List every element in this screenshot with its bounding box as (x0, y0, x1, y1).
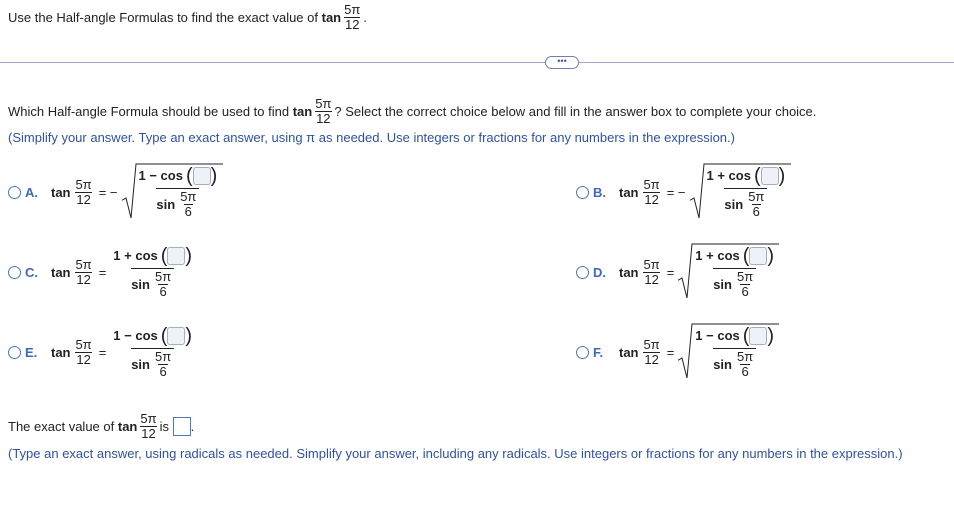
prompt-func: tan (292, 103, 313, 119)
option-f-rparen: ) (767, 324, 775, 347)
divider (0, 62, 954, 63)
option-e-bot-angle (154, 350, 172, 378)
option-e-bot-func: sin (131, 356, 150, 372)
question-func: tan (321, 9, 342, 25)
option-c-lparen: ( (160, 244, 168, 267)
option-b-bot-den: 6 (752, 203, 760, 219)
prompt-angle-den: 12 (316, 110, 331, 126)
answer-angle-num: 5π (140, 410, 157, 426)
option-c-denominator (131, 268, 174, 298)
question-text (8, 0, 367, 34)
answer-line (8, 408, 194, 444)
option-d-rhs (678, 246, 777, 298)
option-c[interactable] (8, 238, 195, 306)
option-e-lhs (51, 338, 110, 366)
option-c-lhs-num: 5π (75, 256, 92, 272)
option-a-bot-den: 6 (184, 203, 192, 219)
option-f-rhs (678, 326, 777, 378)
question-angle (343, 3, 361, 31)
option-f-bot-num: 5π (736, 348, 754, 364)
option-d-radio[interactable] (576, 266, 589, 279)
option-d-bot-num: 5π (736, 268, 754, 284)
option-f-top-text: 1 − cos (695, 328, 740, 344)
option-b-lparen: ( (753, 164, 761, 187)
option-c-bot-func: sin (131, 276, 150, 292)
option-a-lparen: ( (185, 164, 193, 187)
option-c-letter: C. (25, 264, 38, 280)
option-d-lhs-angle (643, 258, 661, 286)
option-e[interactable] (8, 318, 195, 386)
prompt-label: Which Half-angle Formula should be used to find (8, 103, 290, 119)
option-d-func: tan (619, 264, 639, 280)
option-f-radical-icon (678, 322, 779, 380)
option-e-sign: = (98, 344, 107, 360)
option-e-fraction (110, 326, 195, 378)
option-a-lhs-num: 5π (75, 176, 92, 192)
option-f-bot-den: 6 (741, 363, 749, 379)
option-f-lhs-angle (643, 338, 661, 366)
option-b-lhs-den: 12 (644, 191, 659, 207)
option-c-top-text: 1 + cos (113, 248, 158, 264)
prompt-rest: ? Select the correct choice below and fill in the answer box to complete your choice. (334, 103, 817, 119)
option-b-sign: = − (666, 184, 686, 200)
option-c-sign: = (98, 264, 107, 280)
option-b-radical-icon (690, 162, 791, 220)
question-angle-num: 5π (344, 1, 361, 17)
option-e-rhs (110, 326, 195, 378)
option-d-top-text: 1 + cos (695, 248, 740, 264)
option-d-bot-func: sin (713, 276, 732, 292)
option-d-lparen: ( (742, 244, 750, 267)
option-a-lhs-den: 12 (76, 191, 91, 207)
option-d-bot-den: 6 (741, 283, 749, 299)
option-c-lhs-den: 12 (76, 271, 91, 287)
option-b-rhs (690, 166, 789, 218)
hint-radicals: (Type an exact answer, using radicals as needed. Simplify your answer, including any radicals. Use integers or fractions for any numbers in the expression.) (8, 446, 903, 461)
hint-simplify: (Simplify your answer. Type an exact answer, using π as needed. Use integers or fractions for any numbers in the expression.) (8, 130, 735, 145)
option-a[interactable] (8, 158, 220, 226)
option-a-lhs (51, 178, 122, 206)
question-end: . (363, 9, 367, 25)
option-d-letter: D. (593, 264, 606, 280)
answer-angle (139, 412, 157, 440)
option-e-numerator (110, 326, 195, 348)
option-b-top-text: 1 + cos (706, 168, 751, 184)
option-c-bot-num: 5π (154, 268, 172, 284)
option-e-func: tan (51, 344, 71, 360)
option-d-lhs-den: 12 (644, 271, 659, 287)
option-f[interactable] (576, 318, 777, 386)
option-d[interactable] (576, 238, 777, 306)
option-f-lparen: ( (742, 324, 750, 347)
option-a-lhs-angle (75, 178, 93, 206)
option-a-radio[interactable] (8, 186, 21, 199)
answer-func: tan (117, 418, 138, 434)
option-a-radical-icon (122, 162, 223, 220)
option-e-input[interactable] (167, 327, 185, 345)
option-d-sign: = (666, 264, 675, 280)
option-b-lhs (619, 178, 690, 206)
option-c-rparen: ) (185, 244, 193, 267)
option-a-letter: A. (25, 184, 38, 200)
option-f-letter: F. (593, 344, 604, 360)
option-d-lhs-num: 5π (643, 256, 660, 272)
option-b-bot-num: 5π (748, 188, 765, 204)
option-c-rhs (110, 246, 195, 298)
option-b-rparen: ) (778, 164, 786, 187)
option-c-input[interactable] (167, 247, 185, 265)
option-f-bot-func: sin (713, 356, 732, 372)
option-a-bot-func: sin (156, 196, 176, 212)
option-c-radio[interactable] (8, 266, 21, 279)
option-a-sign: = − (98, 184, 118, 200)
option-b-func: tan (619, 184, 639, 200)
option-a-rparen: ) (210, 164, 218, 187)
question-angle-den: 12 (344, 16, 360, 32)
option-b-letter: B. (593, 184, 606, 200)
option-a-rhs (122, 166, 221, 218)
option-c-fraction (110, 246, 195, 298)
option-e-lhs-num: 5π (75, 336, 92, 352)
option-a-top-text: 1 − cos (138, 168, 183, 184)
option-f-func: tan (619, 344, 639, 360)
option-a-func: tan (51, 184, 71, 200)
option-e-denominator (131, 348, 174, 378)
option-e-bot-num: 5π (154, 348, 172, 364)
option-f-lhs (619, 338, 678, 366)
option-a-bot-num: 5π (180, 188, 197, 204)
option-c-bot-angle (154, 270, 172, 298)
option-b-radio[interactable] (576, 186, 589, 199)
option-c-numerator (110, 246, 195, 268)
option-e-rparen: ) (185, 324, 193, 347)
option-f-sign: = (666, 344, 675, 360)
option-e-bot-den: 6 (159, 363, 167, 379)
option-d-lhs (619, 258, 678, 286)
option-f-radio[interactable] (576, 346, 589, 359)
answer-input[interactable] (173, 417, 191, 436)
option-d-radical-icon (678, 242, 779, 300)
option-b-lhs-num: 5π (643, 176, 660, 192)
option-c-func: tan (51, 264, 71, 280)
option-b[interactable] (576, 158, 788, 226)
answer-label: The exact value of (8, 418, 115, 434)
option-e-lhs-angle (75, 338, 93, 366)
option-c-bot-den: 6 (159, 283, 167, 299)
option-e-radio[interactable] (8, 346, 21, 359)
option-e-letter: E. (25, 344, 38, 360)
option-f-lhs-num: 5π (643, 336, 660, 352)
option-c-lhs-angle (75, 258, 93, 286)
prompt-text (8, 92, 816, 130)
option-c-lhs (51, 258, 110, 286)
answer-angle-den: 12 (141, 425, 156, 441)
option-e-top-text: 1 − cos (113, 328, 158, 344)
prompt-angle-num: 5π (315, 95, 332, 111)
answer-is: is (159, 418, 169, 434)
option-d-rparen: ) (767, 244, 775, 267)
option-b-bot-func: sin (724, 196, 744, 212)
option-f-lhs-den: 12 (644, 351, 659, 367)
option-e-lhs-den: 12 (76, 351, 91, 367)
more-button[interactable]: ••• (545, 56, 579, 69)
question-label: Use the Half-angle Formulas to find the exact value of (8, 9, 318, 25)
option-b-lhs-angle (643, 178, 661, 206)
answer-end: . (190, 418, 195, 434)
option-e-lparen: ( (160, 324, 168, 347)
prompt-angle (314, 97, 332, 125)
